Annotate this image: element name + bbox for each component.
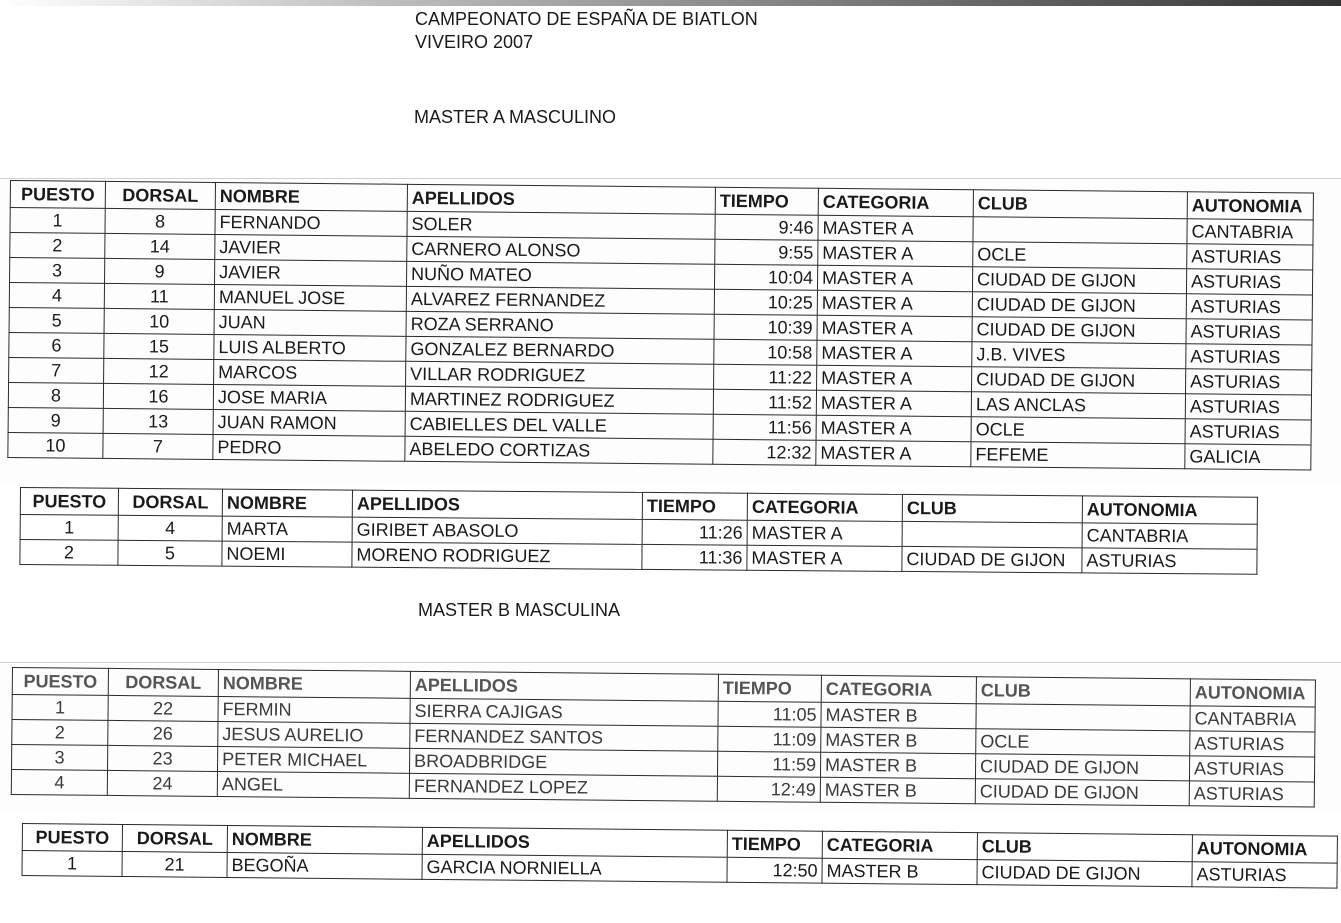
- cell-apellidos: SIERRA CAJIGAS: [410, 698, 718, 726]
- cell-puesto: 7: [9, 357, 104, 383]
- cell-categoria: MASTER B: [822, 858, 977, 884]
- results-table-master-b-men: [11, 667, 1316, 808]
- cell-nombre: PEDRO: [213, 434, 405, 461]
- cell-club: CIUDAD DE GIJON: [977, 860, 1192, 887]
- column-header-dorsal: DORSAL: [108, 668, 218, 696]
- cell-categoria: MASTER B: [821, 702, 976, 728]
- cell-nombre: BEGOÑA: [227, 852, 422, 879]
- cell-autonomia: ASTURIAS: [1189, 756, 1314, 782]
- cell-tiempo: 12:50: [727, 857, 822, 883]
- cell-puesto: 2: [20, 540, 118, 566]
- cell-club: CIUDAD DE GIJON: [975, 754, 1189, 781]
- cell-club: J.B. VIVES: [972, 342, 1186, 369]
- cell-dorsal: 24: [107, 770, 217, 796]
- cell-tiempo: 10:25: [714, 289, 817, 315]
- column-header-apellidos: APELLIDOS: [352, 490, 642, 519]
- cell-nombre: FERNANDO: [215, 209, 407, 236]
- cell-dorsal: 5: [118, 540, 222, 566]
- cell-tiempo: 11:59: [717, 751, 820, 777]
- cell-tiempo: 10:04: [714, 264, 817, 290]
- cell-dorsal: 14: [105, 233, 215, 259]
- cell-nombre: MARTA: [222, 516, 352, 542]
- cell-dorsal: 10: [104, 308, 214, 334]
- column-header-dorsal: DORSAL: [105, 181, 215, 209]
- cell-categoria: MASTER B: [820, 777, 975, 803]
- cell-club: OCLE: [976, 729, 1190, 756]
- cell-puesto: 1: [10, 208, 105, 234]
- column-header-categoria: CATEGORIA: [821, 675, 976, 703]
- cell-tiempo: 9:55: [715, 239, 818, 265]
- column-header-puesto: PUESTO: [10, 181, 105, 209]
- cell-autonomia: ASTURIAS: [1192, 862, 1337, 888]
- column-header-club: CLUB: [976, 677, 1190, 706]
- cell-nombre: MANUEL JOSE: [214, 284, 406, 311]
- cell-categoria: MASTER A: [816, 440, 971, 466]
- column-header-dorsal: DORSAL: [118, 488, 222, 516]
- cell-dorsal: 16: [103, 383, 213, 409]
- cell-autonomia: ASTURIAS: [1185, 419, 1311, 445]
- cell-apellidos: FERNANDEZ LOPEZ: [409, 773, 717, 801]
- cell-tiempo: 11:09: [718, 726, 821, 752]
- cell-club: CIUDAD DE GIJON: [972, 292, 1186, 319]
- cell-autonomia: CANTABRIA: [1190, 706, 1315, 732]
- cell-nombre: MARCOS: [214, 359, 406, 386]
- column-header-puesto: PUESTO: [22, 824, 122, 852]
- cell-club: [902, 521, 1082, 547]
- cell-autonomia: CANTABRIA: [1082, 523, 1257, 549]
- cell-dorsal: 9: [105, 258, 215, 284]
- cell-nombre: NOEMI: [222, 541, 352, 567]
- column-header-apellidos: APELLIDOS: [422, 827, 727, 857]
- cell-puesto: 4: [11, 770, 107, 796]
- cell-tiempo: 10:39: [714, 314, 817, 340]
- cell-categoria: MASTER A: [817, 365, 972, 391]
- cell-dorsal: 21: [122, 851, 227, 877]
- cell-puesto: 2: [10, 233, 105, 259]
- cell-nombre: JOSE MARIA: [213, 384, 405, 411]
- cell-nombre: ANGEL: [217, 771, 409, 798]
- cell-autonomia: ASTURIAS: [1186, 344, 1312, 370]
- cell-apellidos: FERNANDEZ SANTOS: [410, 723, 718, 751]
- cell-apellidos: BROADBRIDGE: [409, 748, 717, 776]
- column-header-club: CLUB: [973, 190, 1187, 219]
- cell-dorsal: 22: [108, 695, 218, 721]
- cell-tiempo: 10:58: [714, 339, 817, 365]
- cell-categoria: MASTER A: [817, 265, 972, 291]
- cell-puesto: 9: [8, 407, 103, 433]
- cell-categoria: MASTER A: [817, 290, 972, 316]
- column-header-autonomia: AUTONOMIA: [1082, 496, 1257, 524]
- cell-tiempo: 11:36: [642, 544, 747, 570]
- cell-categoria: MASTER A: [747, 520, 902, 546]
- cell-apellidos: VILLAR RODRIGUEZ: [406, 361, 714, 389]
- cell-autonomia: GALICIA: [1185, 444, 1311, 470]
- cell-autonomia: ASTURIAS: [1082, 548, 1257, 574]
- cell-dorsal: 8: [105, 208, 215, 234]
- cell-club: [976, 704, 1190, 731]
- column-header-categoria: CATEGORIA: [822, 831, 977, 859]
- column-header-nombre: NOMBRE: [215, 182, 407, 211]
- cell-categoria: MASTER A: [817, 340, 972, 366]
- cell-tiempo: 11:26: [642, 519, 747, 545]
- cell-tiempo: 11:05: [718, 701, 821, 727]
- cell-categoria: MASTER B: [821, 727, 976, 753]
- cell-autonomia: ASTURIAS: [1189, 781, 1314, 807]
- cell-apellidos: MARTINEZ RODRIGUEZ: [405, 386, 713, 414]
- cell-autonomia: ASTURIAS: [1186, 294, 1312, 320]
- column-header-categoria: CATEGORIA: [818, 188, 973, 216]
- cell-club: [973, 217, 1187, 244]
- column-header-apellidos: APELLIDOS: [410, 671, 718, 701]
- cell-apellidos: CABIELLES DEL VALLE: [405, 411, 713, 439]
- cell-dorsal: 23: [108, 745, 218, 771]
- cell-puesto: 4: [9, 283, 104, 309]
- cell-tiempo: 11:52: [713, 389, 816, 415]
- section-title-master-a: MASTER A MASCULINO: [414, 107, 617, 127]
- cell-nombre: JAVIER: [215, 234, 407, 261]
- cell-autonomia: ASTURIAS: [1190, 731, 1315, 757]
- cell-nombre: JESUS AURELIO: [218, 721, 410, 748]
- cell-autonomia: ASTURIAS: [1185, 394, 1311, 420]
- cell-categoria: MASTER A: [816, 390, 971, 416]
- cell-apellidos: GONZALEZ BERNARDO: [406, 336, 714, 364]
- column-header-nombre: NOMBRE: [218, 669, 410, 698]
- cell-categoria: MASTER A: [818, 240, 973, 266]
- cell-dorsal: 13: [103, 408, 213, 434]
- cell-nombre: JUAN RAMON: [213, 409, 405, 436]
- scan-top-edge: [0, 0, 1341, 6]
- column-header-club: CLUB: [977, 833, 1192, 862]
- cell-apellidos: GIRIBET ABASOLO: [352, 517, 642, 544]
- cell-puesto: 10: [8, 432, 103, 458]
- cell-tiempo: 11:56: [713, 414, 816, 440]
- cell-categoria: MASTER A: [818, 215, 973, 241]
- cell-apellidos: MORENO RODRIGUEZ: [352, 542, 642, 569]
- cell-categoria: MASTER A: [747, 545, 902, 571]
- column-header-autonomia: AUTONOMIA: [1187, 192, 1313, 220]
- cell-dorsal: 12: [104, 358, 214, 384]
- document-subtitle: VIVEIRO 2007: [415, 32, 534, 52]
- cell-club: OCLE: [971, 417, 1185, 444]
- column-header-autonomia: AUTONOMIA: [1190, 679, 1315, 707]
- column-header-tiempo: TIEMPO: [727, 830, 822, 858]
- cell-categoria: MASTER A: [817, 315, 972, 341]
- cell-puesto: 3: [10, 258, 105, 284]
- cell-nombre: JUAN: [214, 309, 406, 336]
- column-header-nombre: NOMBRE: [222, 489, 352, 517]
- results-table-master-a-women: [19, 487, 1258, 575]
- column-header-puesto: PUESTO: [12, 668, 108, 696]
- cell-categoria: MASTER A: [816, 415, 971, 441]
- cell-apellidos: ROZA SERRANO: [406, 311, 714, 339]
- cell-puesto: 1: [20, 515, 118, 541]
- column-header-tiempo: TIEMPO: [718, 674, 821, 702]
- cell-nombre: FERMIN: [218, 696, 410, 723]
- cell-puesto: 5: [9, 307, 104, 333]
- cell-puesto: 3: [12, 745, 108, 771]
- cell-puesto: 2: [12, 720, 108, 746]
- results-table-master-b-women: [21, 823, 1337, 889]
- cell-apellidos: ALVAREZ FERNANDEZ: [406, 286, 714, 314]
- column-header-club: CLUB: [902, 494, 1082, 522]
- cell-autonomia: ASTURIAS: [1186, 369, 1312, 395]
- cell-tiempo: 11:22: [714, 364, 817, 390]
- cell-nombre: PETER MICHAEL: [218, 746, 410, 773]
- cell-tiempo: 9:46: [715, 214, 818, 240]
- column-header-tiempo: TIEMPO: [642, 492, 747, 520]
- cell-club: LAS ANCLAS: [971, 392, 1185, 419]
- cell-apellidos: NUÑO MATEO: [406, 261, 714, 289]
- cell-tiempo: 12:49: [717, 776, 820, 802]
- cell-tiempo: 12:32: [713, 439, 816, 465]
- section-title-master-b: MASTER B MASCULINA: [418, 600, 621, 620]
- results-table-master-a-men: [7, 180, 1314, 471]
- cell-club: FEFEME: [971, 442, 1185, 469]
- cell-puesto: 1: [22, 851, 122, 877]
- cell-apellidos: GARCIA NORNIELLA: [422, 854, 727, 882]
- cell-dorsal: 26: [108, 720, 218, 746]
- cell-autonomia: ASTURIAS: [1187, 244, 1313, 270]
- cell-categoria: MASTER B: [820, 752, 975, 778]
- cell-nombre: JAVIER: [215, 259, 407, 286]
- cell-puesto: 1: [12, 695, 108, 721]
- column-header-nombre: NOMBRE: [227, 825, 422, 854]
- cell-autonomia: ASTURIAS: [1186, 319, 1312, 345]
- cell-nombre: LUIS ALBERTO: [214, 334, 406, 361]
- cell-club: CIUDAD DE GIJON: [975, 779, 1189, 806]
- cell-dorsal: 7: [103, 433, 213, 459]
- column-header-categoria: CATEGORIA: [747, 493, 902, 521]
- cell-puesto: 8: [8, 382, 103, 408]
- cell-dorsal: 15: [104, 333, 214, 359]
- cell-club: CIUDAD DE GIJON: [902, 546, 1082, 572]
- cell-dorsal: 4: [118, 515, 222, 541]
- cell-club: CIUDAD DE GIJON: [972, 267, 1186, 294]
- column-header-tiempo: TIEMPO: [715, 187, 818, 215]
- cell-autonomia: ASTURIAS: [1186, 269, 1312, 295]
- cell-autonomia: CANTABRIA: [1187, 219, 1313, 245]
- column-header-dorsal: DORSAL: [122, 824, 227, 852]
- cell-apellidos: CARNERO ALONSO: [407, 236, 715, 264]
- column-header-apellidos: APELLIDOS: [407, 184, 715, 214]
- document-title: CAMPEONATO DE ESPAÑA DE BIATLON: [415, 9, 758, 29]
- cell-apellidos: SOLER: [407, 211, 715, 239]
- cell-dorsal: 11: [104, 283, 214, 309]
- cell-club: CIUDAD DE GIJON: [972, 367, 1186, 394]
- cell-puesto: 6: [9, 332, 104, 358]
- column-header-autonomia: AUTONOMIA: [1192, 835, 1337, 863]
- cell-club: OCLE: [973, 242, 1187, 269]
- column-header-puesto: PUESTO: [20, 488, 118, 516]
- cell-apellidos: ABELEDO CORTIZAS: [405, 436, 713, 464]
- cell-club: CIUDAD DE GIJON: [972, 317, 1186, 344]
